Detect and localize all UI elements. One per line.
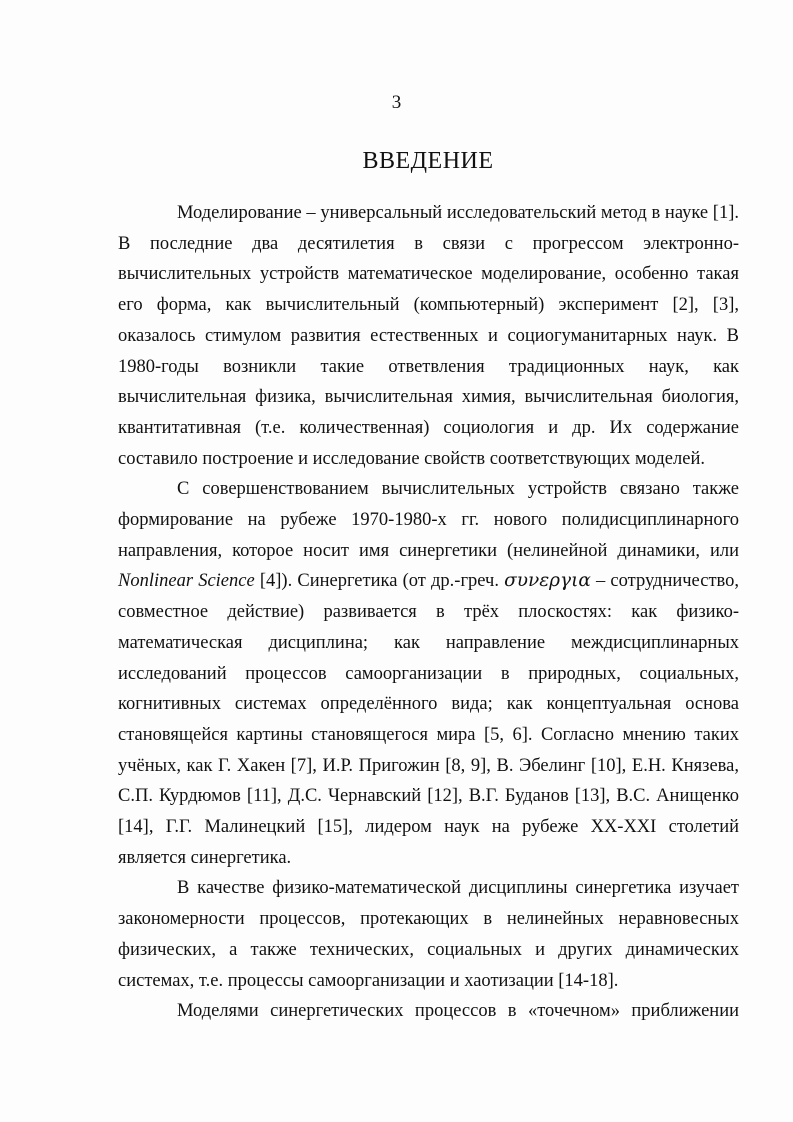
paragraph-2-text-c: – сотрудничество, совместное действие) развивается в трёх плоскостях: как физико-математическая дисциплина; как направление междисциплинарных исследований процессов самоорганизации в природных, социальных, когнитивных системах определённого вида; как концептуальная основа становящейся картины становящегося мира [5, 6]. Согласно мнению таких учёных, как Г. Хакен [7], И.Р. Пригожин [8, 9], В. Эбелинг [10], Е.Н. Князева, С.П. Курдюмов [11], Д.С. Чернавский [12], В.Г. Буданов [13], В.С. Анищенко [14], Г.Г. Малинецкий [15], лидером наук на рубеже XX-XXI столетий является синергетика. xyxy=(118,571,740,868)
page-number: 3 xyxy=(391,92,402,113)
paragraph-2-text-b: [4]). Синергетика (от др.-греч. xyxy=(254,571,505,592)
greek-term: συνεργια xyxy=(504,570,591,592)
paragraph-4: Моделями синергетических процессов в «точечном» приближении xyxy=(177,1001,739,1022)
paragraph-1: Моделирование – универсальный исследовательский метод в науке [1]. В последние два десятилетия в связи с прогрессом электронно-вычислительных устройств математическое моделирование, особенно такая его форма, как вычислительный (компьютерный) эксперимент [2], [3], оказалось стимулом развития естественных и социогуманитарных наук. В 1980-годы возникли такие ответвления традиционных наук, как вычислительная физика, вычислительная химия, вычислительная биология, квантитативная (т.е. количественная) социология и др. Их содержание составило построение и исследование свойств соответствующих моделей. xyxy=(118,203,739,469)
body-text xyxy=(118,198,739,1027)
paragraph-2 xyxy=(118,474,739,873)
nonlinear-science-term: Nonlinear Science xyxy=(118,571,255,592)
paragraph-2-text-a: С совершенствованием вычислительных устройств связано также формирование на рубеже 1970-1980-х гг. нового полидисциплинарного направления, которое носит имя синергетики (нелинейной динамики, или xyxy=(118,479,739,561)
paragraph-3: В качестве физико-математической дисциплины синергетика изучает закономерности процессов, протекающих в нелинейных неравновесных физических, а также технических, социальных и других динамических системах, т.е. процессы самоорганизации и хаотизации [14-18]. xyxy=(118,878,739,991)
section-heading: ВВЕДЕНИЕ xyxy=(362,148,494,174)
